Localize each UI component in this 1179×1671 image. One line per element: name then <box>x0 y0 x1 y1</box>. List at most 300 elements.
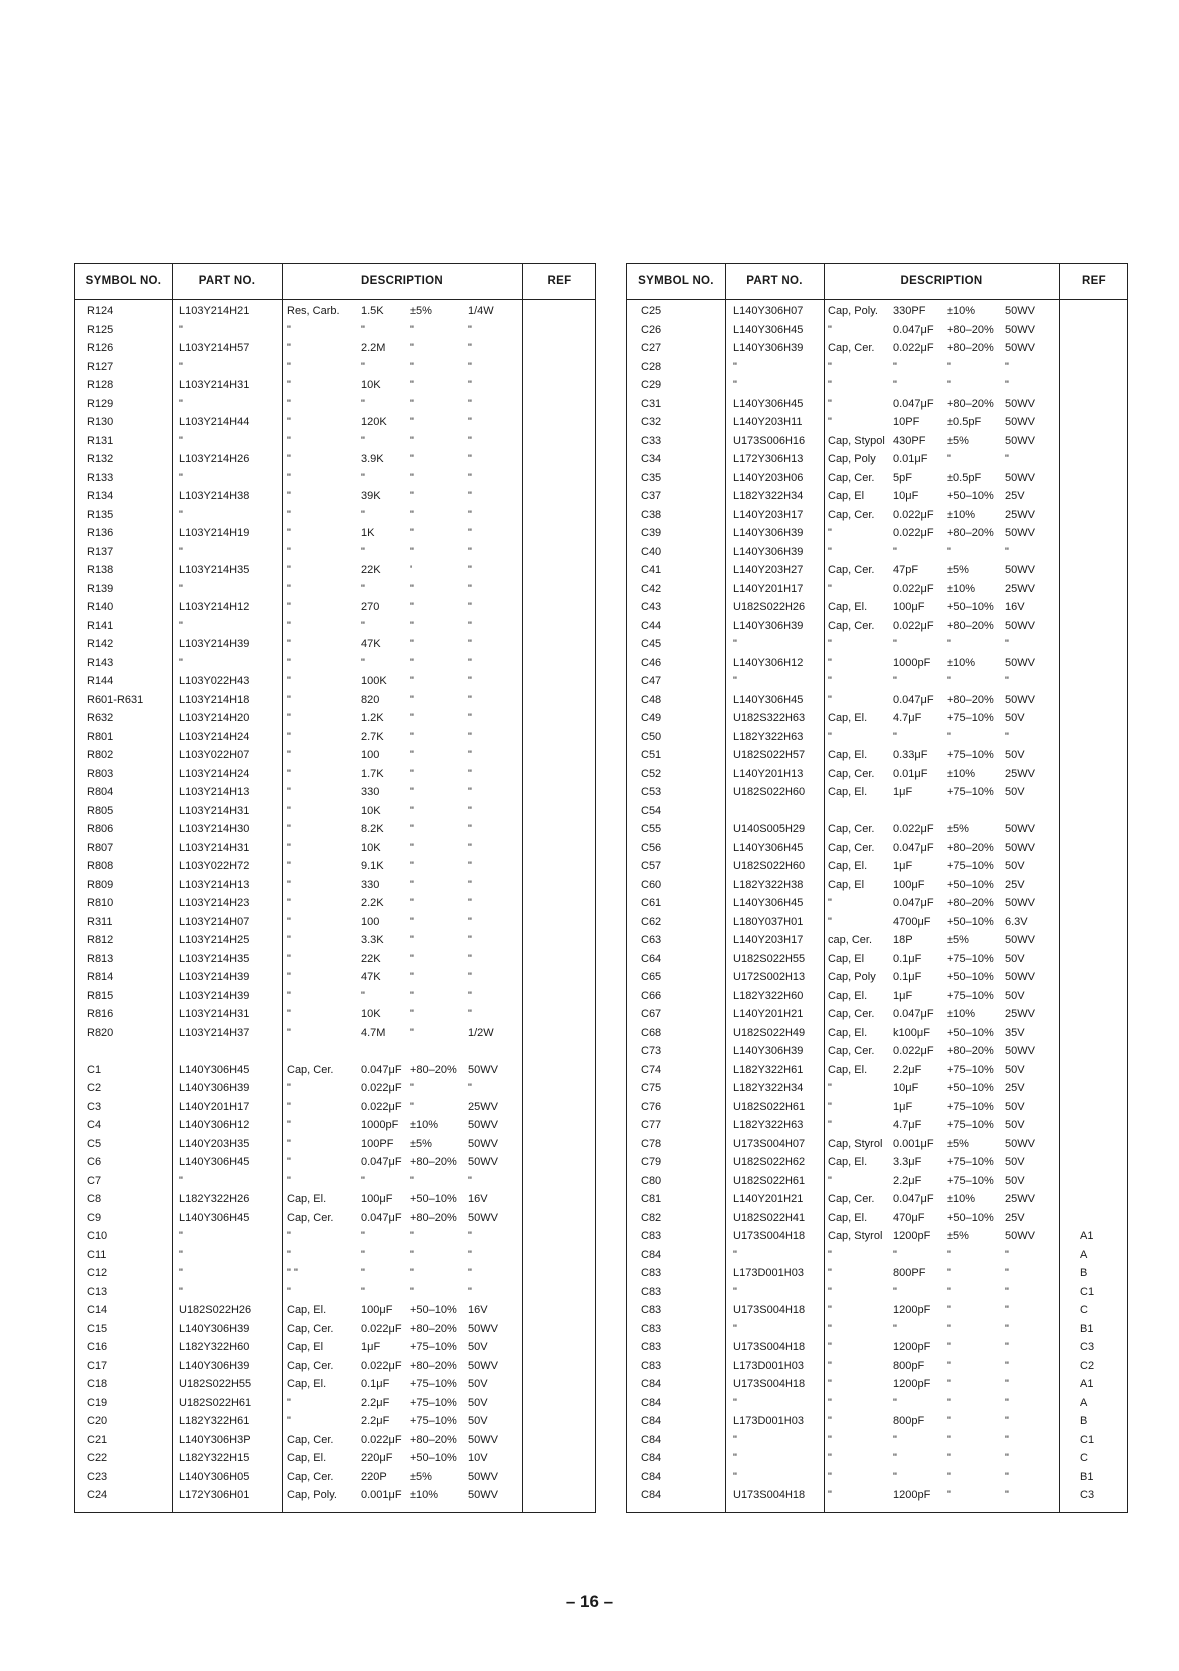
cell-sym: C84 <box>641 1396 662 1409</box>
cell-rat: " <box>468 712 472 724</box>
cell-tol: +80–20% <box>410 1211 457 1224</box>
cell-rat: " <box>468 841 472 854</box>
cell-part: L103Y214H07 <box>179 915 250 928</box>
cell-val: 100μF <box>361 1304 393 1316</box>
cell-type: Cap, Cer. <box>828 564 875 576</box>
cell-type: " <box>828 1119 832 1131</box>
cell-part: " <box>733 638 737 650</box>
cell-rat: " <box>468 971 472 983</box>
cell-part: L180Y037H01 <box>733 915 804 928</box>
cell-rat: 25V <box>1005 878 1025 891</box>
header-part: PART NO. <box>746 275 803 287</box>
cell-part: L140Y201H17 <box>733 582 804 595</box>
header-description: DESCRIPTION <box>361 275 443 287</box>
cell-type: " <box>287 1396 291 1409</box>
cell-rat: 50WV <box>1005 397 1035 410</box>
cell-part: L103Y214H37 <box>179 1026 250 1039</box>
cell-val: " <box>361 656 365 669</box>
cell-rat: 50WV <box>468 1322 498 1335</box>
cell-val: 9.1K <box>361 860 384 872</box>
cell-type: " <box>287 675 291 687</box>
table-row <box>627 432 1127 451</box>
cell-part: " <box>733 1470 737 1483</box>
cell-val: 1μF <box>893 989 913 1002</box>
cell-type: " <box>828 675 832 687</box>
cell-part: " <box>733 379 737 391</box>
cell-type: " <box>287 1100 291 1113</box>
table-row <box>75 1005 595 1024</box>
cell-part: L140Y306H45 <box>179 1211 250 1224</box>
cell-val: 0.022μF <box>893 823 934 835</box>
cell-sym: C49 <box>641 712 662 724</box>
cell-type: " <box>287 527 291 539</box>
table-row <box>75 1449 595 1468</box>
cell-part: U182S022H62 <box>733 1156 806 1168</box>
cell-sym: C19 <box>87 1396 108 1409</box>
cell-val: 10K <box>361 379 381 391</box>
right-rows <box>627 302 1127 1505</box>
cell-rat: " <box>468 897 472 909</box>
cell-part: L103Y214H23 <box>179 897 250 909</box>
cell-sym: C82 <box>641 1211 662 1224</box>
cell-sym: C46 <box>641 656 662 669</box>
table-row <box>627 765 1127 784</box>
cell-val: 1200pF <box>893 1489 931 1501</box>
cell-sym: C60 <box>641 878 662 891</box>
cell-tol: +75–10% <box>947 1156 994 1168</box>
cell-type: " <box>287 712 291 724</box>
cell-sym: C37 <box>641 490 662 502</box>
table-row <box>627 413 1127 432</box>
table-row <box>75 1061 595 1080</box>
cell-sym: R311 <box>87 915 113 928</box>
cell-type: " <box>828 1248 832 1261</box>
cell-rat: " <box>468 619 472 632</box>
cell-val: 4.7M <box>361 1026 386 1039</box>
cell-rat: 50V <box>1005 860 1025 872</box>
cell-part: L140Y306H07 <box>733 305 804 317</box>
cell-sym: C51 <box>641 749 662 761</box>
cell-part: " <box>733 1248 737 1261</box>
cell-rat: 50WV <box>1005 527 1035 539</box>
cell-sym: C28 <box>641 360 662 373</box>
cell-type: " <box>287 767 291 780</box>
cell-rat: 50V <box>1005 1100 1025 1113</box>
cell-part: L182Y322H15 <box>179 1452 250 1464</box>
cell-sym: C47 <box>641 675 662 687</box>
cell-tol: +75–10% <box>947 1063 994 1076</box>
cell-type: " <box>287 360 291 373</box>
cell-part: " <box>733 360 737 373</box>
cell-part: L140Y306H12 <box>733 656 804 669</box>
table-row <box>75 746 595 765</box>
cell-part: U173S004H18 <box>733 1230 806 1242</box>
cell-sym: C8 <box>87 1193 102 1205</box>
cell-part: " <box>179 1248 183 1261</box>
cell-rat: 25WV <box>1005 1193 1035 1205</box>
cell-sym: C42 <box>641 582 662 595</box>
cell-tol: " <box>410 1285 414 1298</box>
cell-rat: " <box>468 490 472 502</box>
table-row <box>75 894 595 913</box>
cell-type: " <box>287 804 291 817</box>
cell-tol: +75–10% <box>410 1415 457 1427</box>
table-row <box>627 524 1127 543</box>
cell-sym: R132 <box>87 453 114 465</box>
cell-sym: R804 <box>87 786 114 798</box>
cell-sym: R127 <box>87 360 114 373</box>
cell-tol: " <box>410 527 414 539</box>
cell-rat: 50V <box>1005 1063 1025 1076</box>
cell-type: " <box>287 379 291 391</box>
cell-part: L103Y214H20 <box>179 712 250 724</box>
cell-rat: " <box>1005 1341 1009 1353</box>
cell-val: 0.047μF <box>893 897 934 909</box>
table-row <box>627 839 1127 858</box>
cell-part: " <box>179 360 183 373</box>
cell-sym: R810 <box>87 897 114 909</box>
cell-type: " <box>287 323 291 336</box>
cell-rat: 50WV <box>1005 823 1035 835</box>
cell-rat: " <box>468 397 472 410</box>
cell-sym: C57 <box>641 860 662 872</box>
cell-val: 4.7μF <box>893 712 922 724</box>
table-row <box>627 580 1127 599</box>
cell-sym: C83 <box>641 1359 662 1372</box>
cell-type: Cap, Cer. <box>828 1193 875 1205</box>
cell-tol: " <box>410 323 414 336</box>
cell-sym: C73 <box>641 1045 662 1057</box>
table-row <box>75 820 595 839</box>
cell-sym: C56 <box>641 841 662 854</box>
cell-val: 10PF <box>893 416 920 428</box>
cell-rat: " <box>468 360 472 373</box>
table-row <box>75 395 595 414</box>
cell-rat: " <box>468 1248 472 1261</box>
cell-tol: +50–10% <box>947 1082 994 1094</box>
cell-type: " <box>287 971 291 983</box>
cell-part: U182S022H61 <box>733 1100 806 1113</box>
table-row <box>75 783 595 802</box>
cell-type: " <box>828 693 832 706</box>
cell-sym: C76 <box>641 1100 662 1113</box>
table-row <box>627 635 1127 654</box>
cell-part: L140Y201H21 <box>733 1193 804 1205</box>
cell-part: " <box>179 434 183 447</box>
cell-ref: B <box>1080 1267 1088 1279</box>
cell-val: 2.7K <box>361 730 384 743</box>
table-row <box>627 913 1127 932</box>
cell-rat: " <box>1005 453 1009 465</box>
cell-tol: +80–20% <box>947 1045 994 1057</box>
cell-part: U182S022H61 <box>733 1174 806 1187</box>
cell-rat: 50V <box>1005 712 1025 724</box>
cell-type: " <box>287 416 291 428</box>
cell-tol: " <box>410 786 414 798</box>
table-row <box>75 635 595 654</box>
cell-rat: 50V <box>468 1415 488 1427</box>
cell-sym: R142 <box>87 638 114 650</box>
cell-type: " <box>287 989 291 1002</box>
cell-val: 820 <box>361 693 380 706</box>
cell-val: 270 <box>361 601 380 613</box>
table-row <box>75 1412 595 1431</box>
cell-rat: 25WV <box>1005 767 1035 780</box>
cell-tol: " <box>947 1322 951 1335</box>
cell-part: " <box>733 1433 737 1446</box>
cell-type: Cap, Poly <box>828 971 876 983</box>
cell-type: Cap, El. <box>828 749 868 761</box>
cell-sym: C33 <box>641 434 662 447</box>
cell-sym: C84 <box>641 1378 662 1390</box>
cell-tol: " <box>410 971 414 983</box>
cell-part: L182Y322H38 <box>733 878 804 891</box>
cell-sym: R806 <box>87 823 114 835</box>
cell-sym: C84 <box>641 1489 662 1501</box>
cell-part: " <box>179 1285 183 1298</box>
cell-val: k100μF <box>893 1026 930 1039</box>
cell-sym: C12 <box>87 1267 108 1279</box>
cell-type: " <box>287 434 291 447</box>
cell-tol: " <box>410 1230 414 1242</box>
cell-sym: C5 <box>87 1137 102 1150</box>
cell-rat: 50WV <box>468 1433 498 1446</box>
cell-rat: " <box>468 1008 472 1020</box>
cell-tol: +50–10% <box>947 878 994 891</box>
table-row <box>75 302 595 321</box>
cell-val: 0.047μF <box>893 693 934 706</box>
cell-val: 0.1μF <box>893 971 922 983</box>
cell-val: 2.2μF <box>893 1063 922 1076</box>
cell-tol: " <box>410 823 414 835</box>
table-row <box>75 876 595 895</box>
cell-type: Cap, Poly <box>828 453 876 465</box>
table-row <box>75 728 595 747</box>
cell-val: 2.2M <box>361 342 386 354</box>
cell-type: " <box>287 638 291 650</box>
cell-val: 0.022μF <box>893 619 934 632</box>
cell-type: Cap, El. <box>828 1156 868 1168</box>
cell-tol: " <box>410 1174 414 1187</box>
cell-val: 0.047μF <box>893 323 934 336</box>
cell-part: L140Y201H21 <box>733 1008 804 1020</box>
cell-rat: " <box>1005 1267 1009 1279</box>
cell-tol: " <box>410 379 414 391</box>
cell-tol: " <box>947 1248 951 1261</box>
cell-type: " <box>828 897 832 909</box>
cell-type: " <box>287 490 291 502</box>
cell-rat: 16V <box>468 1193 488 1205</box>
cell-tol: ±5% <box>947 1230 969 1242</box>
cell-part: U173S004H18 <box>733 1489 806 1501</box>
table-row <box>627 1357 1127 1376</box>
table-row <box>75 1172 595 1191</box>
cell-rat: " <box>468 471 472 484</box>
cell-sym: R128 <box>87 379 114 391</box>
cell-val: " <box>361 545 365 558</box>
cell-sym: R137 <box>87 545 114 558</box>
cell-sym: C38 <box>641 508 662 521</box>
cell-sym: R124 <box>87 305 114 317</box>
cell-sym: C14 <box>87 1304 108 1316</box>
cell-tol: " <box>947 1489 951 1501</box>
table-row <box>75 1301 595 1320</box>
cell-sym: C84 <box>641 1470 662 1483</box>
cell-sym: R131 <box>87 434 114 447</box>
table-row <box>627 1301 1127 1320</box>
cell-part: L103Y214H35 <box>179 564 250 576</box>
cell-rat: " <box>1005 1304 1009 1316</box>
cell-val: 10K <box>361 804 381 817</box>
cell-val: 47K <box>361 971 381 983</box>
table-row <box>75 1357 595 1376</box>
cell-rat: " <box>468 342 472 354</box>
cell-part: " <box>733 1452 737 1464</box>
cell-sym: C66 <box>641 989 662 1002</box>
cell-type: " <box>287 878 291 891</box>
cell-tol: +50–10% <box>947 490 994 502</box>
cell-sym: C54 <box>641 804 662 817</box>
cell-part: L182Y322H61 <box>733 1063 804 1076</box>
table-row <box>627 672 1127 691</box>
cell-sym: C43 <box>641 601 662 613</box>
cell-part: L140Y306H05 <box>179 1470 250 1483</box>
table-row <box>75 931 595 950</box>
cell-tol: " <box>410 952 414 965</box>
cell-rat: 25WV <box>468 1100 498 1113</box>
table-row <box>627 1486 1127 1505</box>
cell-type: " <box>287 471 291 484</box>
table-row <box>627 802 1127 821</box>
table-row <box>627 1190 1127 1209</box>
cell-tol: +75–10% <box>947 749 994 761</box>
cell-val: 0.022μF <box>893 527 934 539</box>
cell-rat: " <box>468 823 472 835</box>
cell-rat: 50WV <box>1005 1137 1035 1150</box>
cell-rat: " <box>468 434 472 447</box>
cell-part: L140Y306H39 <box>733 545 804 558</box>
cell-val: 0.022μF <box>361 1100 402 1113</box>
cell-rat: 50V <box>468 1396 488 1409</box>
cell-val: 47pF <box>893 564 919 576</box>
cell-tol: +80–20% <box>410 1156 457 1168</box>
cell-type: Cap, Cer. <box>828 471 875 484</box>
cell-type: Res, Carb. <box>287 305 340 317</box>
cell-tol: +75–10% <box>947 860 994 872</box>
cell-type: cap, Cer. <box>828 934 873 946</box>
cell-sym: C11 <box>87 1248 107 1261</box>
cell-rat: 50V <box>1005 1119 1025 1131</box>
cell-type: " <box>828 1378 832 1390</box>
cell-part: L103Y214H18 <box>179 693 250 706</box>
cell-ref: B <box>1080 1415 1088 1427</box>
table-row <box>627 1375 1127 1394</box>
cell-part: L172Y306H13 <box>733 453 804 465</box>
cell-part: L140Y306H45 <box>733 397 804 410</box>
cell-type: " <box>287 730 291 743</box>
cell-sym: C83 <box>641 1304 662 1316</box>
cell-val: 10μF <box>893 1082 919 1094</box>
cell-type: " <box>287 397 291 410</box>
cell-rat: " <box>468 675 472 687</box>
table-row <box>627 783 1127 802</box>
cell-rat: 50WV <box>1005 971 1035 983</box>
cell-tol: +50–10% <box>947 915 994 928</box>
table-row <box>75 987 595 1006</box>
cell-type: Cap, El. <box>828 860 868 872</box>
cell-rat: " <box>1005 1433 1009 1446</box>
cell-rat: 25V <box>1005 1211 1025 1224</box>
cell-type: " <box>828 1082 832 1094</box>
cell-tol: " <box>410 1100 414 1113</box>
left-rows <box>75 302 595 1505</box>
cell-tol: ±5% <box>410 1137 432 1150</box>
cell-val: 1.2K <box>361 712 384 724</box>
cell-sym: C4 <box>87 1119 102 1131</box>
cell-part: L140Y306H39 <box>179 1359 250 1372</box>
table-row <box>627 1024 1127 1043</box>
cell-tol: +75–10% <box>947 1100 994 1113</box>
cell-tol: +75–10% <box>947 1119 994 1131</box>
cell-type: " <box>287 934 291 946</box>
cell-rat: " <box>1005 730 1009 743</box>
cell-tol: " <box>410 860 414 872</box>
cell-sym: R143 <box>87 656 114 669</box>
cell-type: " <box>287 582 291 595</box>
cell-val: 1.5K <box>361 305 384 317</box>
table-row <box>627 1135 1127 1154</box>
cell-sym: C13 <box>87 1285 108 1298</box>
cell-sym: C64 <box>641 952 662 965</box>
cell-rat: " <box>468 730 472 743</box>
cell-rat: 1/2W <box>468 1026 494 1039</box>
table-row <box>627 654 1127 673</box>
cell-sym: C67 <box>641 1008 662 1020</box>
table-row <box>627 598 1127 617</box>
cell-tol: ±5% <box>947 434 969 447</box>
cell-ref: C3 <box>1080 1341 1095 1353</box>
cell-part: " <box>733 1396 737 1409</box>
cell-part: L140Y201H13 <box>733 767 804 780</box>
cell-val: 330PF <box>893 305 926 317</box>
cell-sym: C75 <box>641 1082 662 1094</box>
cell-rat: 50WV <box>468 1211 498 1224</box>
cell-rat: 50V <box>1005 749 1025 761</box>
cell-rat: 50V <box>1005 989 1025 1002</box>
cell-part: L182Y322H26 <box>179 1193 250 1205</box>
cell-val: 0.022μF <box>361 1322 402 1335</box>
cell-type: Cap, Cer. <box>828 823 875 835</box>
cell-val: 0.047μF <box>361 1211 402 1224</box>
cell-ref: B1 <box>1080 1470 1094 1483</box>
cell-part: L103Y022H07 <box>179 749 250 761</box>
cell-sym: C9 <box>87 1211 102 1224</box>
cell-rat: 50WV <box>1005 1230 1035 1242</box>
cell-part: L182Y322H60 <box>179 1341 250 1353</box>
table-row <box>627 1098 1127 1117</box>
cell-ref: A <box>1080 1396 1088 1409</box>
cell-type: Cap, El. <box>287 1452 327 1464</box>
cell-type: " <box>287 841 291 854</box>
cell-sym: C3 <box>87 1100 102 1113</box>
cell-val: 800pF <box>893 1415 925 1427</box>
cell-val: 100PF <box>361 1137 394 1150</box>
cell-sym: R134 <box>87 490 114 502</box>
cell-type: " <box>287 1230 291 1242</box>
cell-part: L103Y214H35 <box>179 952 250 965</box>
cell-part: U182S022H55 <box>179 1378 252 1390</box>
cell-tol: " <box>410 453 414 465</box>
